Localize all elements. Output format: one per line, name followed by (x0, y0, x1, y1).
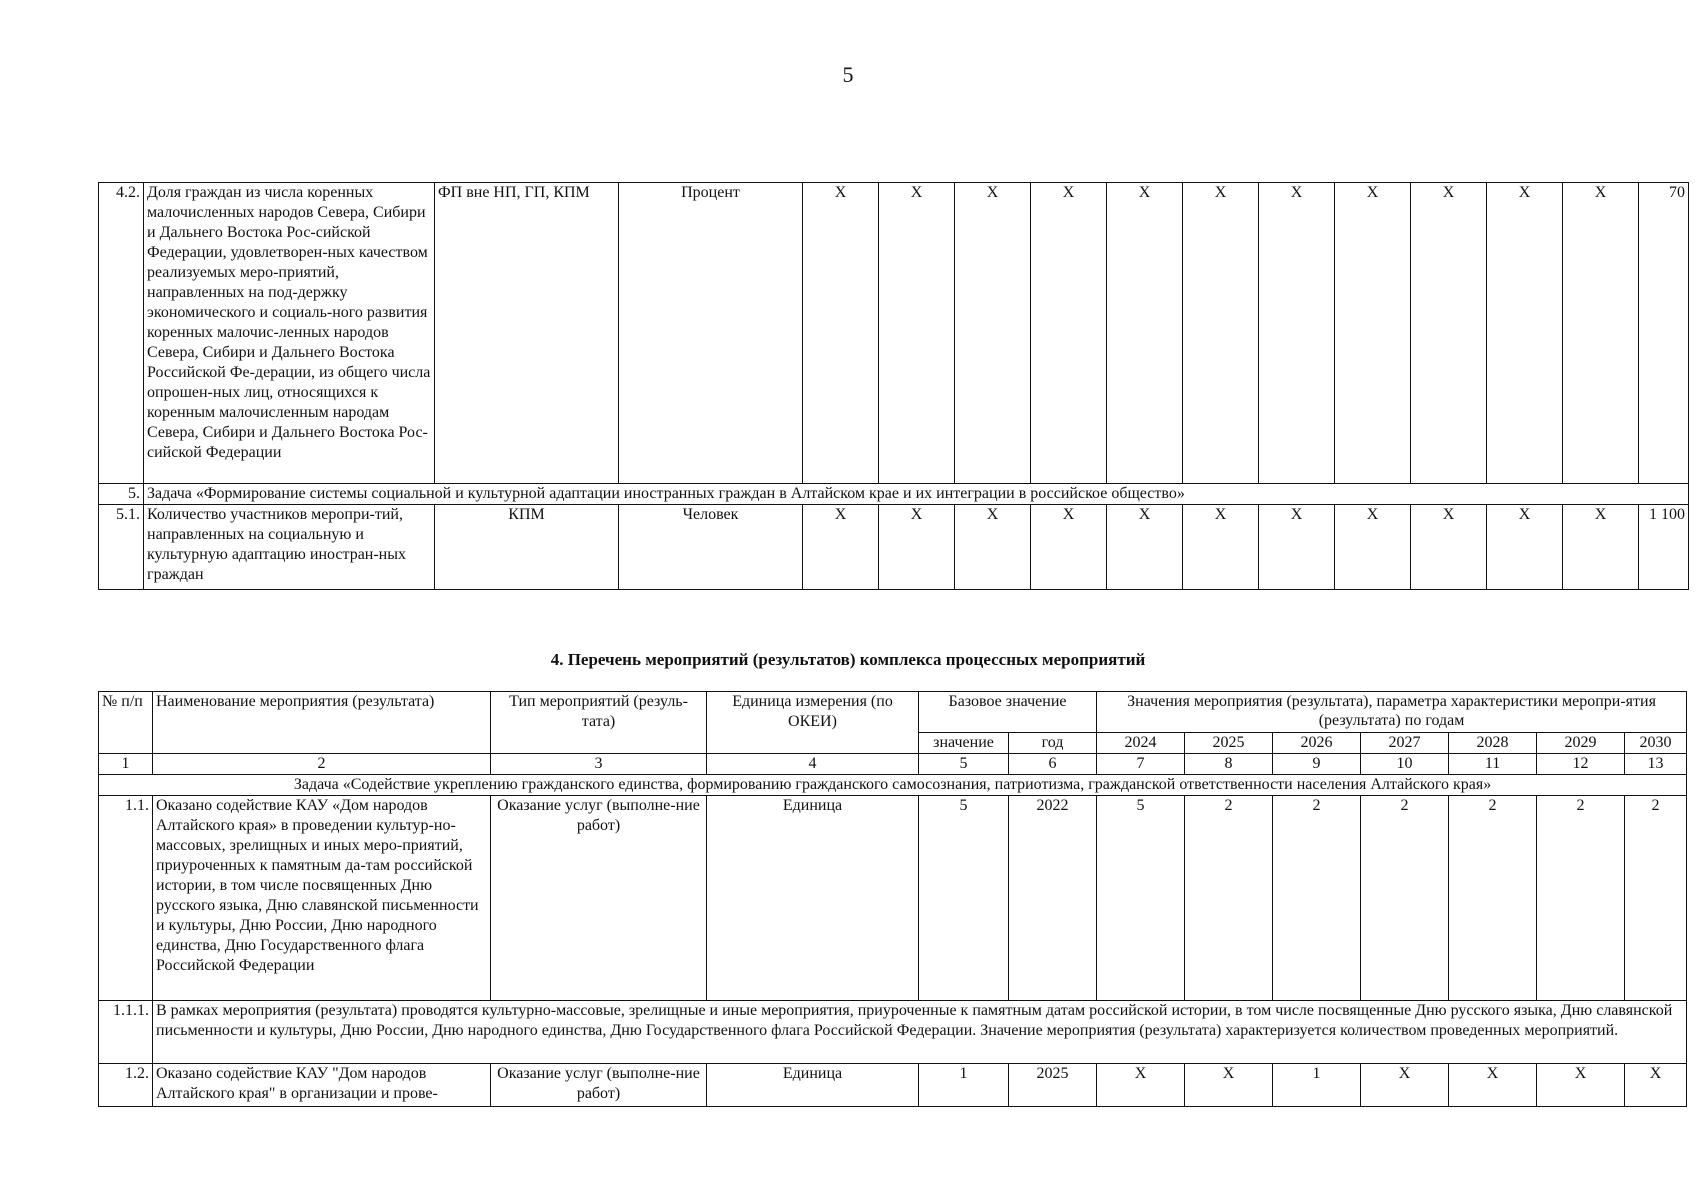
value-cell: X (955, 505, 1031, 590)
year-value: X (1185, 1064, 1273, 1107)
activities-table (98, 691, 1687, 1107)
header-year: 2025 (1185, 733, 1273, 754)
value-cell: 1 100 (1639, 505, 1689, 590)
value-cell: X (1411, 505, 1487, 590)
year-value: 2 (1361, 796, 1449, 1001)
year-value: X (1625, 1064, 1687, 1107)
task-number: 5. (99, 484, 144, 505)
header-values-by-year: Значения мероприятия (результата), параметра характеристики меропри-ятия (результата) по годам (1097, 692, 1687, 733)
column-number: 8 (1185, 754, 1273, 775)
indicator-name: Количество участников меропри-тий, направленных на социальную и культурную адаптацию иностран-ных граждан (144, 505, 435, 590)
row-number: 1.1.1. (99, 1001, 153, 1064)
activity-type: Оказание услуг (выполне-ние работ) (491, 1064, 707, 1107)
value-cell: X (1259, 183, 1335, 484)
value-cell: X (1487, 183, 1563, 484)
year-value: X (1361, 1064, 1449, 1107)
task-text: Задача «Формирование системы социальной и культурной адаптации иностранных граждан в Алтайском крае и их интеграции в российское общество» (144, 484, 1689, 505)
value-cell: X (879, 183, 955, 484)
value-cell: X (879, 505, 955, 590)
base-year: 2022 (1009, 796, 1097, 1001)
value-cell: X (1031, 505, 1107, 590)
row-number: 1.1. (99, 796, 153, 1001)
column-number: 10 (1361, 754, 1449, 775)
base-value: 1 (919, 1064, 1009, 1107)
value-cell: X (1107, 183, 1183, 484)
header-year: 2029 (1537, 733, 1625, 754)
header-base-value: значение (919, 733, 1009, 754)
year-value: 2 (1449, 796, 1537, 1001)
indicator-level: КПМ (435, 505, 619, 590)
column-number: 5 (919, 754, 1009, 775)
column-number: 2 (153, 754, 491, 775)
header-year: 2027 (1361, 733, 1449, 754)
table-row (99, 1001, 1687, 1064)
row-number: 4.2. (99, 183, 144, 484)
header-year: 2024 (1097, 733, 1185, 754)
base-year: 2025 (1009, 1064, 1097, 1107)
value-cell: X (1563, 505, 1639, 590)
header-base-year: год (1009, 733, 1097, 754)
activity-description: В рамках мероприятия (результата) проводятся культурно-массовые, зрелищные и иные мероприятия, приуроченные к памятным датам российской истории, в том числе посвященные Дню русского языка, Дню славянской письменности и культуры, Дню России, Дню народного единства, Дню Государственного флага Российской Федерации. Значение мероприятия (результата) характеризуется количеством проведенных мероприятий. (153, 1001, 1687, 1064)
column-numbers-row (99, 754, 1687, 775)
column-number: 11 (1449, 754, 1537, 775)
header-num: № п/п (99, 692, 153, 754)
value-cell: X (803, 505, 879, 590)
year-value: 1 (1273, 1064, 1361, 1107)
task-text: Задача «Содействие укреплению гражданского единства, формированию гражданского самосознания, патриотизма, гражданской ответственности населения Алтайского края» (99, 775, 1687, 796)
value-cell: X (1487, 505, 1563, 590)
year-value: X (1537, 1064, 1625, 1107)
column-number: 6 (1009, 754, 1097, 775)
header-type: Тип мероприятий (резуль-тата) (491, 692, 707, 754)
header-row (99, 692, 1687, 733)
value-cell: X (1335, 505, 1411, 590)
value-cell: X (1259, 505, 1335, 590)
activity-name: Оказано содействие КАУ «Дом народов Алтайского края» в проведении культур-но-массовых, зрелищных и иных меро-приятий, приуроченных к памятным да-там российской истории, в том числе посвященных Дню русского языка, Дню славянской письменности и культуры, Дню России, Дню народного единства, Дню Государственного флага Российской Федерации (153, 796, 491, 1001)
header-name: Наименование мероприятия (результата) (153, 692, 491, 754)
activity-unit: Единица (707, 796, 919, 1001)
header-year: 2028 (1449, 733, 1537, 754)
activity-type: Оказание услуг (выполне-ние работ) (491, 796, 707, 1001)
year-value: 2 (1537, 796, 1625, 1001)
activity-name: Оказано содействие КАУ "Дом народов Алтайского края" в организации и прове- (153, 1064, 491, 1107)
table-row (99, 505, 1689, 590)
indicator-name: Доля граждан из числа коренных малочисленных народов Севера, Сибири и Дальнего Востока Рос-сийской Федерации, удовлетворен-ных качеством реализуемых меро-приятий, направленных на под-держку экономического и социаль-ного развития коренных малочис-ленных народов Севера, Сибири и Дальнего Востока Российской Фе-дерации, из общего числа опрошен-ных лиц, относящихся к коренным малочисленным народам Севера, Сибири и Дальнего Востока Рос-сийской Федерации (144, 183, 435, 484)
value-cell: X (1183, 505, 1259, 590)
indicator-unit: Процент (619, 183, 803, 484)
base-value: 5 (919, 796, 1009, 1001)
year-value: 2 (1273, 796, 1361, 1001)
task-row (99, 484, 1689, 505)
page-number: 5 (842, 62, 854, 87)
header-year: 2030 (1625, 733, 1687, 754)
table-row (99, 1064, 1687, 1107)
value-cell: 70 (1639, 183, 1689, 484)
year-value: 5 (1097, 796, 1185, 1001)
column-number: 3 (491, 754, 707, 775)
indicators-table (98, 182, 1689, 590)
column-number: 9 (1273, 754, 1361, 775)
year-value: 2 (1625, 796, 1687, 1001)
column-number: 4 (707, 754, 919, 775)
row-number: 1.2. (99, 1064, 153, 1107)
activity-unit: Единица (707, 1064, 919, 1107)
indicator-unit: Человек (619, 505, 803, 590)
value-cell: X (1563, 183, 1639, 484)
column-number: 12 (1537, 754, 1625, 775)
header-base: Базовое значение (919, 692, 1097, 733)
year-value: X (1449, 1064, 1537, 1107)
section-title: 4. Перечень мероприятий (результатов) комплекса процессных мероприятий (550, 650, 1146, 669)
column-number: 13 (1625, 754, 1687, 775)
value-cell: X (1183, 183, 1259, 484)
column-number: 7 (1097, 754, 1185, 775)
indicator-level: ФП вне НП, ГП, КПМ (435, 183, 619, 484)
value-cell: X (1411, 183, 1487, 484)
table-row (99, 183, 1689, 484)
task-row (99, 775, 1687, 796)
header-unit: Единица измерения (по ОКЕИ) (707, 692, 919, 754)
value-cell: X (1335, 183, 1411, 484)
year-value: X (1097, 1064, 1185, 1107)
column-number: 1 (99, 754, 153, 775)
value-cell: X (803, 183, 879, 484)
row-number: 5.1. (99, 505, 144, 590)
header-year: 2026 (1273, 733, 1361, 754)
table-row (99, 796, 1687, 1001)
year-value: 2 (1185, 796, 1273, 1001)
value-cell: X (955, 183, 1031, 484)
value-cell: X (1107, 505, 1183, 590)
value-cell: X (1031, 183, 1107, 484)
